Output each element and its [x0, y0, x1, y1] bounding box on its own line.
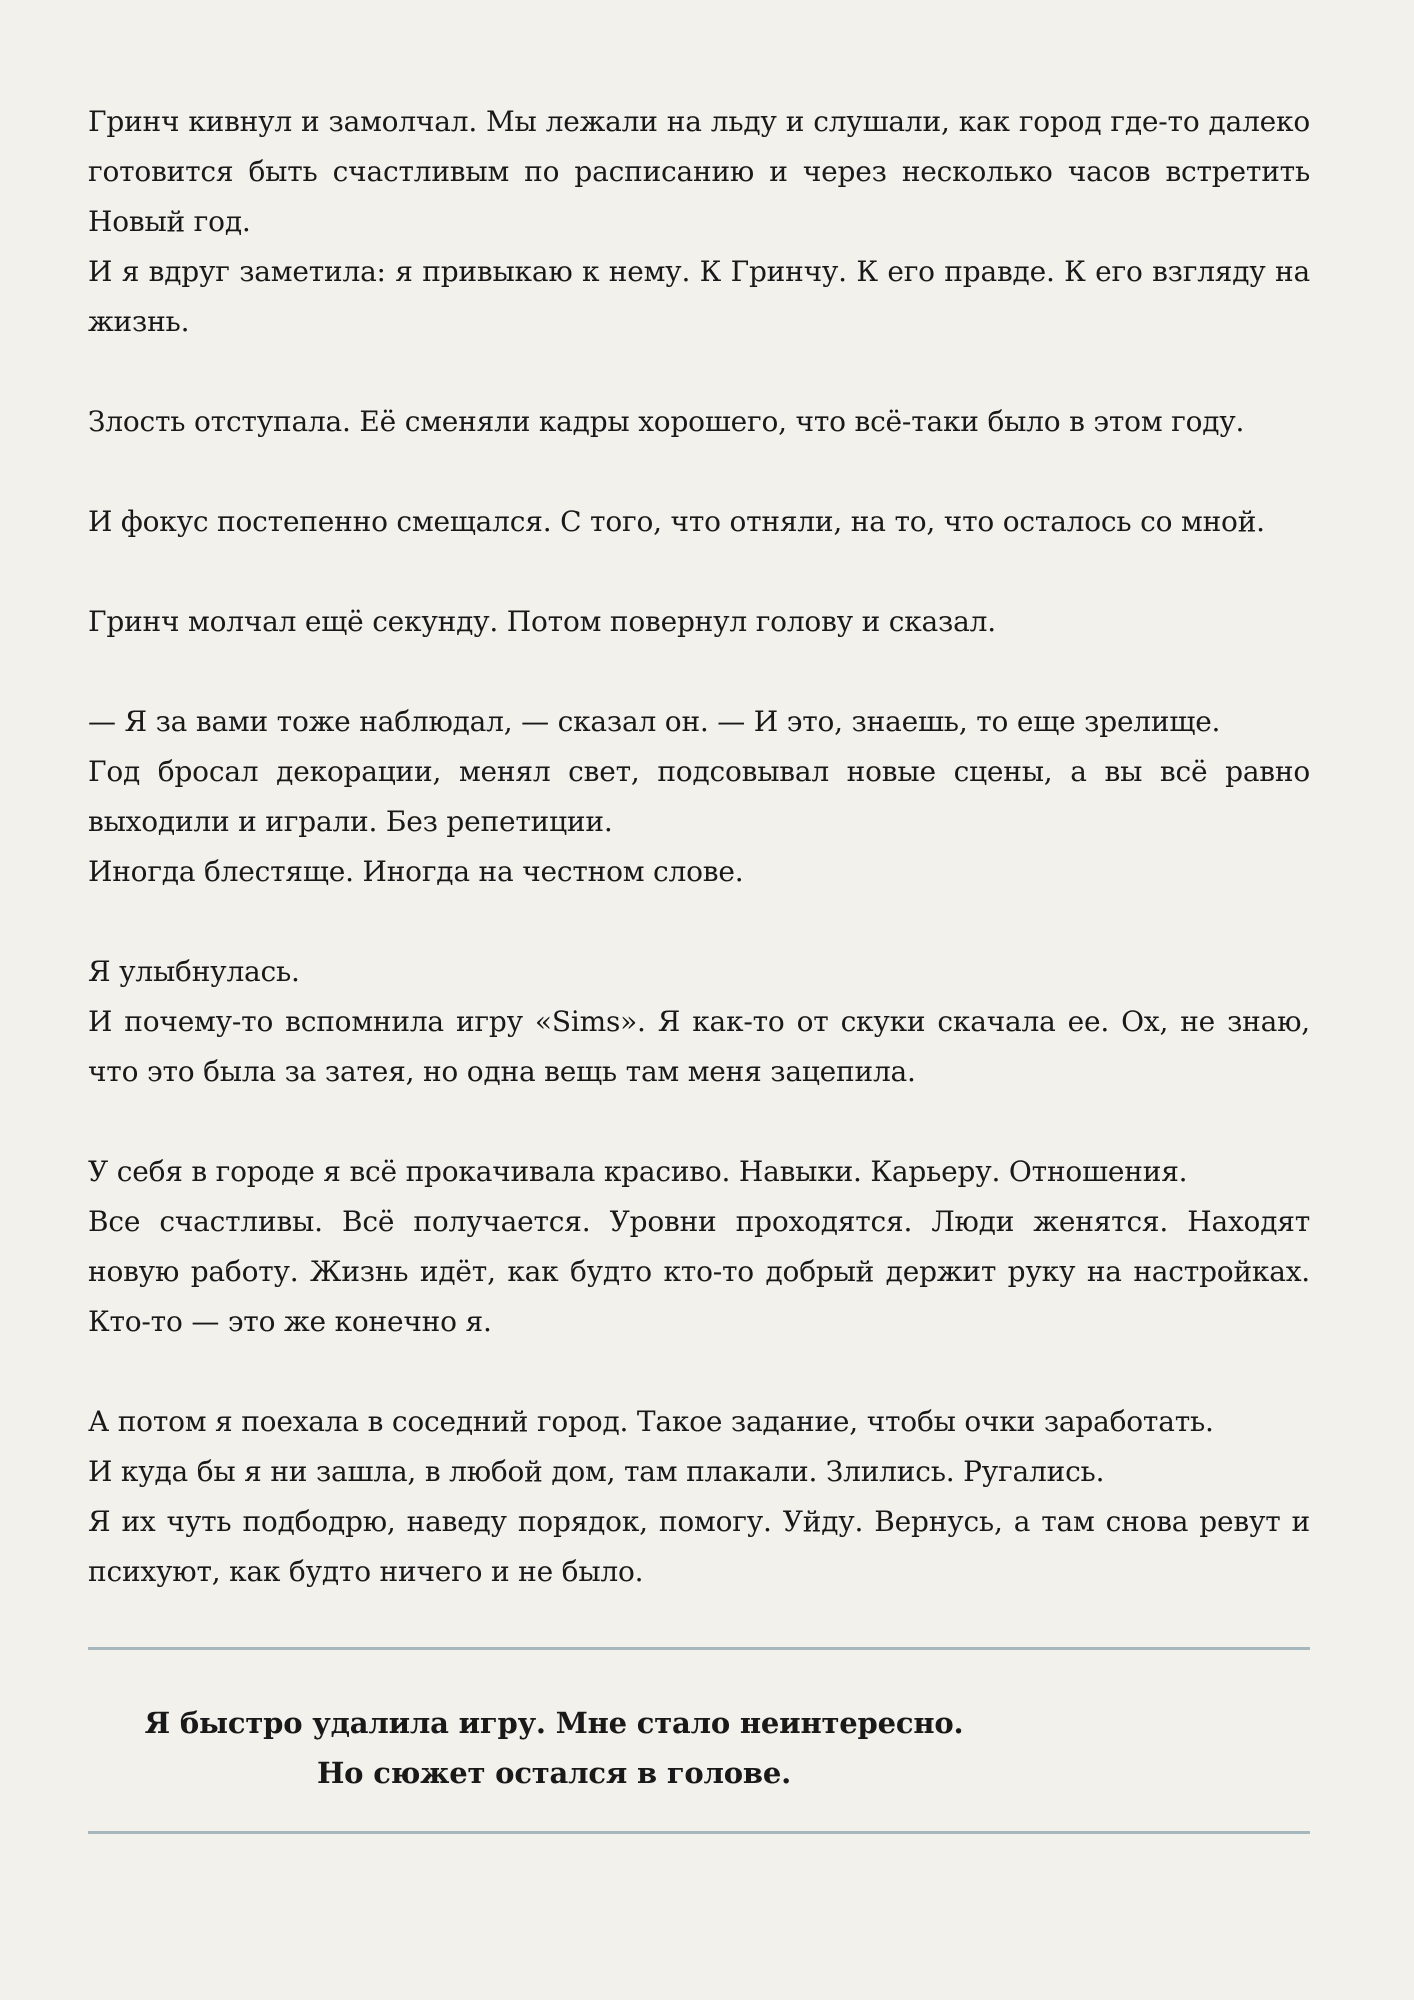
- paragraph-block: [88, 947, 1310, 1097]
- text-line: И почему-то вспомнила игру «Sims». Я как-то от скуки скачала ее. Ох, не знаю, что это была за затея, но одна вещь там меня зацепила.: [88, 1005, 1310, 1088]
- paragraph-block: [88, 97, 1310, 347]
- paragraph-block: [88, 697, 1310, 897]
- paragraph-block: [88, 497, 1310, 547]
- text-line: У себя в городе я всё прокачивала красиво. Навыки. Карьеру. Отношения.: [88, 1155, 1188, 1188]
- text-line: Гринч молчал ещё секунду. Потом повернул голову и сказал.: [88, 605, 996, 638]
- text-line: Все счастливы. Всё получается. Уровни проходятся. Люди женятся. Находят новую работу. Жизнь идёт, как будто кто-то добрый держит руку на настройках. Кто-то — это же конечно я.: [88, 1205, 1310, 1338]
- highlight-quote: [88, 1698, 1020, 1798]
- text-line: Злость отступала. Её сменяли кадры хорошего, что всё-таки было в этом году.: [88, 405, 1245, 438]
- divider: [88, 1831, 1310, 1834]
- paragraph-block: [88, 397, 1310, 447]
- text-line: Год бросал декорации, менял свет, подсовывал новые сцены, а вы всё равно выходили и играли. Без репетиции.: [88, 755, 1310, 838]
- text-line: И фокус постепенно смещался. С того, что отняли, на то, что осталось со мной.: [88, 505, 1265, 538]
- text-line: Гринч кивнул и замолчал. Мы лежали на льду и слушали, как город где-то далеко готовится быть счастливым по расписанию и через несколько часов встретить Новый год.: [88, 105, 1310, 238]
- paragraph-block: [88, 1397, 1310, 1597]
- highlight-line: Я быстро удалила игру. Мне стало неинтересно.: [144, 1706, 964, 1740]
- paragraph-block: [88, 597, 1310, 647]
- divider: [88, 1647, 1310, 1650]
- text-line: И я вдруг заметила: я привыкаю к нему. К Гринчу. К его правде. К его взгляду на жизнь.: [88, 255, 1310, 338]
- text-line: И куда бы я ни зашла, в любой дом, там плакали. Злились. Ругались.: [88, 1455, 1105, 1488]
- highlight-line: Но сюжет остался в голове.: [316, 1756, 792, 1790]
- paragraph-block: [88, 1147, 1310, 1347]
- text-line: Иногда блестяще. Иногда на честном слове.: [88, 855, 744, 888]
- text-line: — Я за вами тоже наблюдал, — сказал он. — И это, знаешь, то еще зрелище.: [88, 705, 1221, 738]
- text-line: Я их чуть подбодрю, наведу порядок, помогу. Уйду. Вернусь, а там снова ревут и психуют, как будто ничего и не было.: [88, 1505, 1310, 1588]
- text-line: Я улыбнулась.: [88, 955, 300, 988]
- text-line: А потом я поехала в соседний город. Такое задание, чтобы очки заработать.: [88, 1405, 1214, 1438]
